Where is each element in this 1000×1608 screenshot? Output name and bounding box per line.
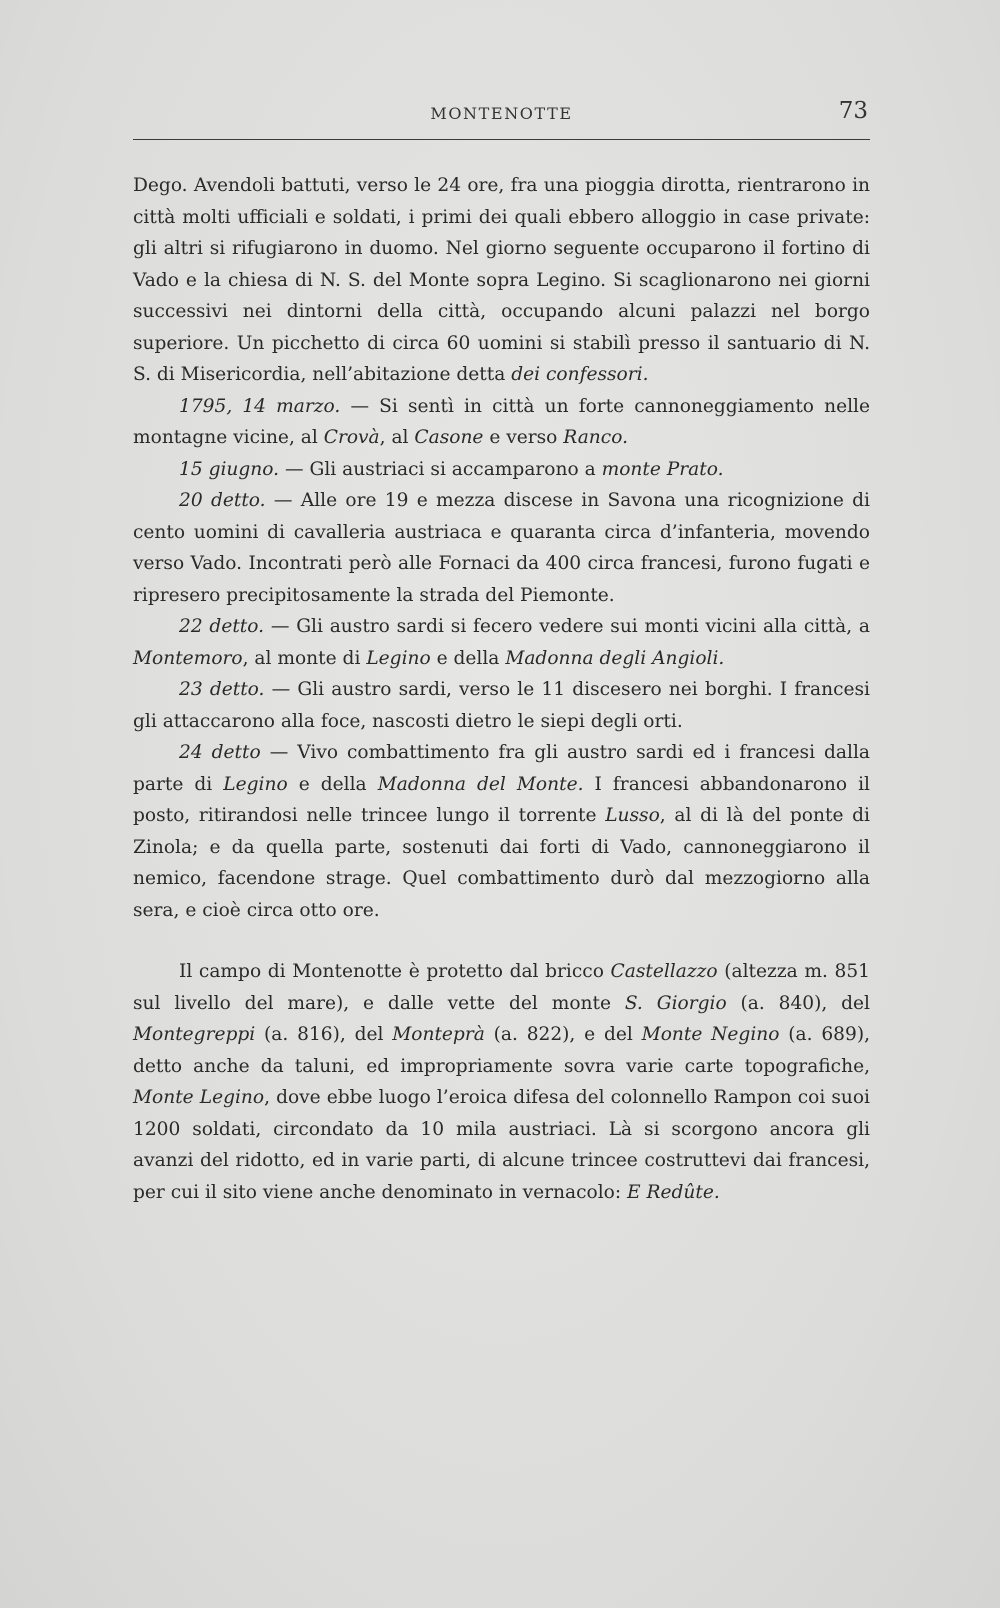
italic-text: Castellazzo	[610, 961, 718, 982]
italic-text: Legino	[223, 773, 288, 795]
body-text	[133, 170, 870, 1208]
paragraph	[133, 674, 870, 737]
italic-text: 1795, 14 marzo.	[179, 395, 341, 417]
running-title: MONTENOTTE	[430, 104, 573, 123]
italic-text: Monte Legino	[133, 1087, 265, 1108]
italic-text: Lusso	[605, 805, 660, 826]
paragraph	[133, 454, 870, 486]
paragraph-text: e della	[287, 773, 378, 795]
header-rule	[133, 139, 870, 140]
italic-text: E Redûte.	[627, 1181, 720, 1203]
paragraph-text: Dego. Avendoli battuti, verso le 24 ore, fra una pioggia dirotta, rientrarono in città molti ufficiali e soldati, i primi dei quali ebbero alloggio in case private: gli altri si rifugiarono in duomo. Nel giorno seguente occuparono il fortino di Vado e la chiesa di N. S. del Monte sopra Legino. Si scaglionarono nei giorni successivi nei dintorni della città, occupando alcuni palazzi nel borgo superiore. Un picchetto di circa 60 uomini si stabilì presso il santuario di N. S. di Misericordia, nell’abitazione detta	[133, 175, 870, 385]
italic-text: Montegreppi	[133, 1024, 256, 1045]
paragraph-text: , dove ebbe luogo l’eroica difesa del colonnello Rampon coi suoi 1200 soldati, circondato da 10 mila austriaci. Là si scorgono ancora gli avanzi del ridotto, ed in varie parti, di alcune trincee costruttevi dai francesi, per cui il sito viene anche denominato in vernacolo:	[133, 1087, 870, 1203]
paragraph	[133, 485, 870, 611]
page-number: 73	[838, 98, 868, 124]
italic-text: Crovà	[323, 427, 380, 448]
italic-text: 24 detto	[179, 742, 261, 763]
paragraph-text: I francesi abbandonarono il posto, ritirandosi nelle trincee lungo il torrente	[133, 773, 871, 826]
paragraph-text: (altezza m. 851 sul livello del mare), e dalle vette del monte	[133, 961, 871, 1014]
italic-text: Ranco.	[563, 427, 628, 448]
italic-text: 15 giugno.	[179, 458, 280, 480]
paragraph	[133, 391, 870, 454]
paragraph-text: , al	[379, 427, 415, 448]
paragraph-text: Il campo di Montenotte è protetto dal bricco	[179, 961, 611, 982]
paragraph-text: , al di là del ponte di Zinola; e da quella parte, sostenuti dai forti di Vado, cannoneggiarono il nemico, facendone strage. Quel combattimento durò dal mezzogiorno alla sera, e cioè circa otto ore.	[133, 805, 870, 921]
paragraph-text: — Gli austro sardi, verso le 11 discesero nei borghi. I francesi gli attaccarono alla foce, nascosti dietro le siepi degli orti.	[133, 679, 871, 732]
paragraph	[133, 170, 870, 391]
italic-text: dei confessori.	[511, 364, 649, 385]
italic-text: 22 detto.	[179, 616, 265, 637]
paragraph-text: e della	[430, 647, 506, 669]
paragraph-text: — Alle ore 19 e mezza discese in Savona una ricognizione di cento uomini di cavalleria austriaca e quaranta circa d’infanteria, movendo verso Vado. Incontrati però alle Fornaci da 400 circa francesi, furono fugati e ripresero precipitosamente la strada del Piemonte.	[133, 490, 871, 606]
paragraph-text: e verso	[483, 427, 564, 448]
italic-text: Madonna del Monte.	[377, 773, 584, 795]
italic-text: 23 detto.	[179, 679, 265, 700]
italic-text: Montemoro	[133, 647, 243, 669]
paragraph-text: — Gli austriaci si accamparono a	[279, 458, 602, 480]
italic-text: Legino	[366, 647, 431, 669]
paragraph-text: (a. 816), del	[255, 1024, 393, 1045]
paragraph-text: , al monte di	[242, 647, 367, 669]
italic-text: S. Giorgio	[624, 992, 727, 1014]
paragraph-text: — Gli austro sardi si fecero vedere sui monti vicini alla città, a	[264, 616, 870, 637]
italic-text: 20 detto.	[179, 490, 266, 511]
paragraph	[133, 611, 870, 674]
italic-text: Casone	[414, 427, 484, 448]
italic-text: monte Prato.	[601, 458, 724, 480]
page-header	[133, 92, 870, 132]
paragraph-text: — Si sentì in città un forte cannoneggiamento nelle montagne vicine, al	[133, 395, 870, 448]
paragraph-text: — Vivo combattimento fra gli austro sardi ed i francesi dalla parte di	[133, 742, 870, 795]
paragraph	[133, 737, 870, 926]
italic-text: Madonna degli Angioli.	[505, 647, 725, 669]
paragraph-text: (a. 822), e del	[484, 1024, 642, 1045]
paragraph	[133, 956, 870, 1208]
paragraph-text: (a. 689), detto anche da taluni, ed impropriamente sovra varie carte topografiche,	[133, 1024, 870, 1077]
italic-text: Monteprà	[392, 1024, 485, 1045]
italic-text: Monte Negino	[641, 1024, 780, 1045]
paragraph-text: (a. 840), del	[726, 992, 870, 1014]
